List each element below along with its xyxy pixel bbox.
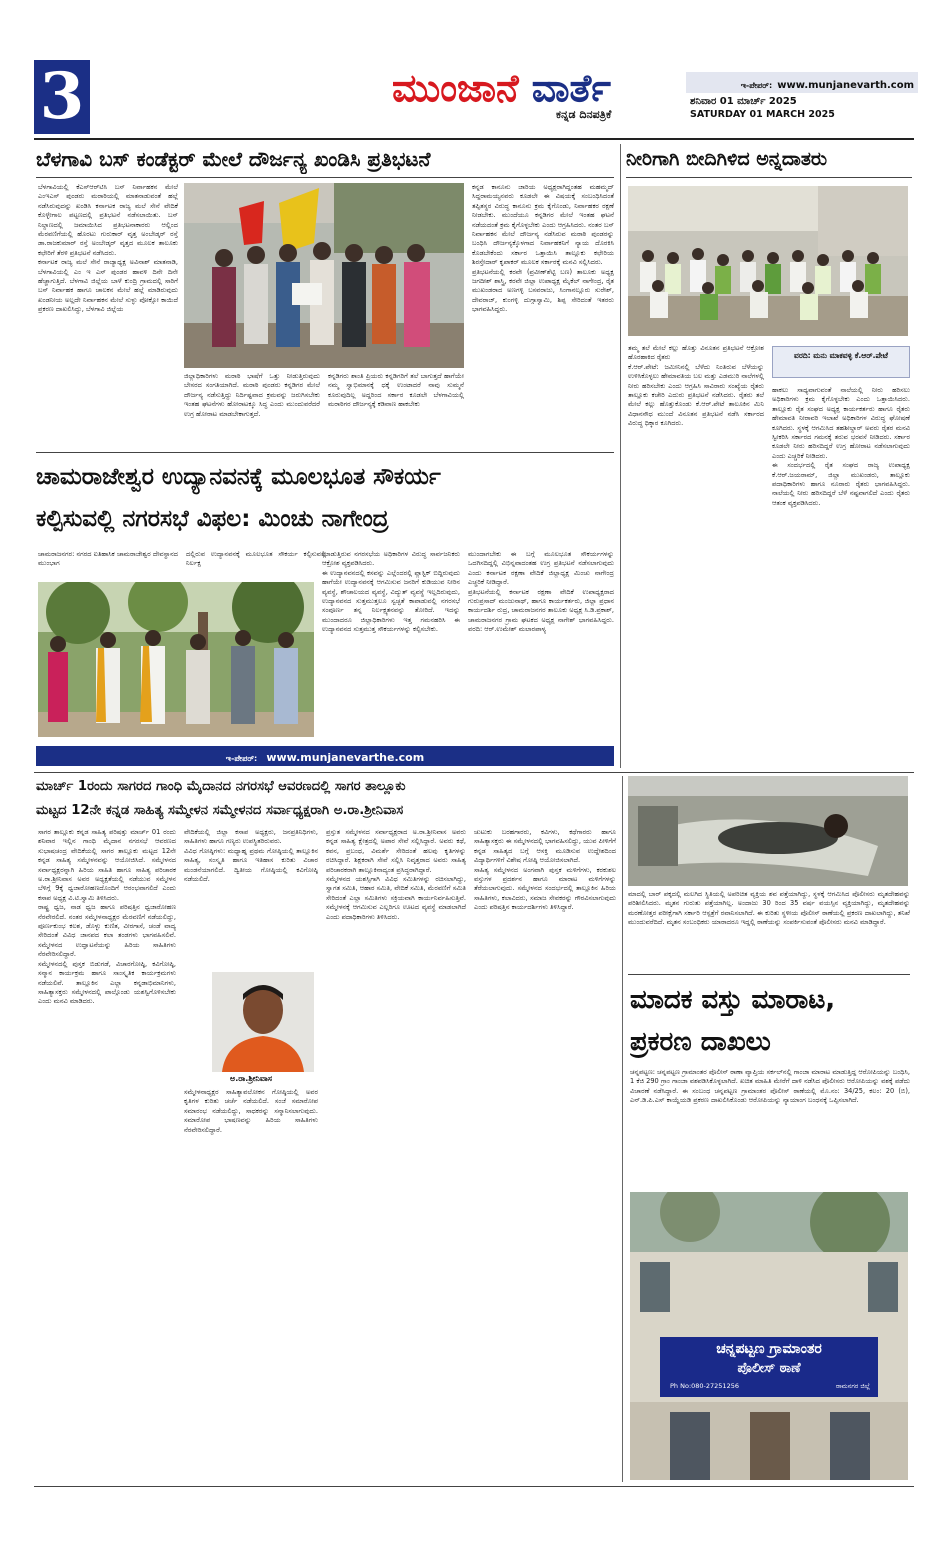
police-station-photo-image [630, 1192, 908, 1480]
story1-col3: ಕನ್ನಡಿಗರು ಶಾಂತಿ ಪ್ರಿಯರು ಕನ್ನಡಿಗರಿಗೆ ತಲೆ ಬಾಗುತ್ತದೆ ಹಾಗೆಯೇ ನಮ್ಮ ಸ್ವಾಭಿಮಾನಕ್ಕೆ ಧಕ್ಕೆ ಉಂಟಾದರೆ ನಾವು ಸುಮ್ಮನೆ ಕೂರುವುದಿಲ್ಲ ಅದ್ದರಿಂದ ಸರ್ಕಾರ ಕೂಡಲೇ ಬೆಳಗಾವಿಯಲ್ಲಿ ಮರಾಠಿಗರ ದೌರ್ಜನ್ಯಕ್ಕೆ ಕಡಿವಾಣ ಹಾಕಬೇಕು [328, 372, 464, 409]
story6-body: ಚನ್ನಪಟ್ಟಣ: ಚನ್ನಪಟ್ಟಣ ಗ್ರಾಮಾಂತರ ಪೊಲೀಸ್ ಠಾಣಾ ವ್ಯಾಪ್ತಿಯ ಸರ್ಕಲ್‌ನಲ್ಲಿ ಗಾಂಜಾ ಮಾರಾಟ ಮಾಡುತ್ತಿದ್ದ ಆರೋಪಿಯನ್ನು ಬಂಧಿಸಿ, 1 ಕೆಜಿ 290 ಗ್ರಾಂ ಗಾಂಜಾ ವಶಪಡಿಸಿಕೊಳ್ಳಲಾಗಿದೆ. ಖಚಿತ ಮಾಹಿತಿ ಮೇರೆಗೆ ದಾಳಿ ನಡೆಸಿದ ಪೊಲೀಸರು ಆರೋಪಿಯನ್ನು ವಶಕ್ಕೆ ಪಡೆದು ವಿಚಾರಣೆ ನಡೆಸಿದ್ದಾರೆ. ಈ ಸಂಬಂಧ ಚನ್ನಪಟ್ಟಣ ಗ್ರಾಮಾಂತರ ಪೊಲೀಸ್ ಠಾಣೆಯಲ್ಲಿ ಮೊ.ನಂ: 34/25, ಕಲಂ: 20 (ಬಿ), ಎನ್.ಡಿ.ಪಿ.ಎಸ್ ಕಾಯ್ದೆಯಡಿ ಪ್ರಕರಣ ದಾಖಲಿಸಿಕೊಂಡು ಆರೋಪಿಯನ್ನು ನ್ಯಾಯಾಂಗ ಬಂಧನಕ್ಕೆ ಒಪ್ಪಿಸಲಾಗಿದೆ. [630, 1068, 910, 1105]
farmers-photo [628, 186, 908, 336]
byline-text: ವರದಿ: ಮನು ಮಾಕವಳ್ಳಿ ಕೆ.ಆರ್.ಪೇಟೆ [794, 351, 888, 360]
accident-photo-image [628, 776, 908, 886]
story5-body: ಮಾದಲ್ಲಿ ಬಾರ್ ಪಕ್ಕದಲ್ಲಿ ಮಲಗಿದ ಸ್ಥಿತಿಯಲ್ಲಿ ಅಪರಿಚಿತ ವ್ಯಕ್ತಿಯ ಶವ ಪತ್ತೆಯಾಗಿದ್ದು, ಸ್ಥಳಕ್ಕೆ ಆಗಮಿಸಿದ ಪೊಲೀಸರು ಮೃತದೇಹವನ್ನು ಪರಿಶೀಲಿಸಿದರು. ಮೃತನ ಗುರುತು ಪತ್ತೆಯಾಗಿಲ್ಲ. ಅಂದಾಜು 30 ರಿಂದ 35 ವರ್ಷ ವಯಸ್ಸಿನ ವ್ಯಕ್ತಿಯಾಗಿದ್ದು, ಮೃತದೇಹವನ್ನು ಮರಣೋತ್ತರ ಪರೀಕ್ಷೆಗಾಗಿ ಸರ್ಕಾರಿ ಆಸ್ಪತ್ರೆಗೆ ರವಾನಿಸಲಾಗಿದೆ. ಈ ಕುರಿತು ಸ್ಥಳೀಯ ಪೊಲೀಸ್ ಠಾಣೆಯಲ್ಲಿ ಪ್ರಕರಣ ದಾಖಲಾಗಿದ್ದು, ತನಿಖೆ ಮುಂದುವರೆದಿದೆ. ಮೃತನ ಸಂಬಂಧಿಕರು ಯಾರಾದರೂ ಇದ್ದಲ್ಲಿ ಠಾಣೆಯನ್ನು ಸಂಪರ್ಕಿಸುವಂತೆ ಪೊಲೀಸರು ಮನವಿ ಮಾಡಿದ್ದಾರೆ. [628, 890, 910, 927]
story3-col4: ಮುಂದಾಗಬೇಕು ಈ ಬಗ್ಗೆ ಮೂಲಭೂತ ಸೌಕರ್ಯಗಳನ್ನು ಒದಗಿಸದಿದ್ದಲ್ಲಿ ವಿಭಿನ್ನವಾದಂತಹ ಉಗ್ರ ಪ್ರತಿಭಟನೆ ನಡೆಸಲಾಗುವುದು ಎಂದು ಕರ್ನಾಟಕ ರಕ್ಷಣಾ ವೇದಿಕೆ ಜಿಲ್ಲಾಧ್ಯಕ್ಷ ಮಿಂಚು ನಾಗೇಂದ್ರ ಎಚ್ಚರಿಕೆ ನೀಡಿದ್ದಾರೆ. ಪ್ರತಿಭಟನೆಯಲ್ಲಿ ಕರ್ನಾಟಕ ರಕ್ಷಣಾ ವೇದಿಕೆ ಉಪಾಧ್ಯಕ್ಷರಾದ ಗುರುಪ್ರಸಾದ್ ಮಂಜುನಾಥ್, ಹಾಗೂ ಕಾರ್ಯಕರ್ತರು, ಜಿಲ್ಲಾ ಪ್ರಧಾನ ಕಾರ್ಯದರ್ಶಿ ರುದ್ರ, ಚಾಮರಾಜನಗರ ತಾಲೂಕು ಅಧ್ಯಕ್ಷ ಸಿ.ಡಿ.ಪ್ರಕಾಶ್, ಚಾಮರಾಜನಗರ ಗ್ರಾಮ ಘಟಕದ ಅಧ್ಯಕ್ಷ ನಾಗೇಶ್ ಭಾಗವಹಿಸಿದ್ದರು. ವರದಿ: ಆರ್.ಉಮೇಶ್ ಮಲಾರಪಾಳ್ಯ [468, 550, 614, 634]
vertical-divider-bottom [622, 776, 623, 1482]
protest-photo-1 [184, 183, 464, 368]
police-sign-place: ರಾಮನಗರ ಜಿಲ್ಲೆ [835, 1382, 870, 1390]
story3-headline-line1: ಚಾಮರಾಜೇಶ್ವರ ಉದ್ಯಾನವನಕ್ಕೆ ಮೂಲಭೂತ ಸೌಕರ್ಯ [36, 464, 441, 490]
police-station-photo [630, 1192, 908, 1480]
title-part2: ವಾರ್ತೆ [531, 66, 611, 110]
story4-headline-line1: ಮಾರ್ಚ್ 1ರಂದು ಸಾಗರದ ಗಾಂಧಿ ಮೈದಾನದ ನಗರಸಭೆ ಆವರಣದಲ್ಲಿ ಸಾಗರ ತಾಲ್ಲೂಕು [36, 779, 406, 794]
story3-col2: ದಲ್ಲಿರುವ ಉದ್ಯಾನವನಕ್ಕೆ ಮೂಲಭೂತ ಸೌಕರ್ಯ ಕಲ್ಪಿಸುವಲ್ಲಿ ನಿರ್ಲಕ್ಷ [186, 550, 326, 568]
story1-col1: ಬೆಳಗಾವಿಯಲ್ಲಿ ಕೆಎಸ್‌ಆರ್‌ಟಿಸಿ ಬಸ್ ನಿರ್ವಾಹಕನ ಮೇಲೆ ಎಂಇಎಸ್ ಪುಂಡರು ಮರಾಠಿಯಲ್ಲಿ ಮಾತನಾಡುವಂತೆ ಹಲ್ಲೆ ನಡೆಸಿರುವುದನ್ನು ಖಂಡಿಸಿ ಕರ್ನಾಟಕ ರಾಜ್ಯ ಮಲೆ ಸೇನೆ ವೇದಿಕೆ ಕೊಳ್ಳೇಗಾಲ ಪಟ್ಟಣದಲ್ಲಿ ಪ್ರತಿಭಟನೆ ನಡೆಸಲಾಯಿತು. ಬಸ್ ನಿಲ್ದಾಣದಲ್ಲಿ ಜಮಾಯಿಸಿದ ಪ್ರತಿಭಟನಾಕಾರರು ಆಲ್ಲಿಂದ ಮೆರವಣಿಗೆಯಲ್ಲಿ ಹೊರಟು ಗುರುಕಾರ್ ವೃತ್ತ ಅಂಬೇಡ್ಕರ್ ರಸ್ತೆ ಡಾ.ರಾಜಕುಮಾರ್ ರಸ್ತೆ ಅಂಬೇಡ್ಕರ್ ವೃತ್ತದ ಮೂಲಕ ತಾಲೂಕು ಕಛೇರಿಗೆ ತೆರಳಿ ಪ್ರತಿಭಟನೆ ನಡೆಸಿದರು. ಕರ್ನಾಟಕ ರಾಜ್ಯ ಮಲೆ ಸೇನೆ ರಾಜ್ಯಾಧ್ಯಕ್ಷ ಅವಿನಾಶ್ ಮಾತನಾಡಿ, ಬೆಳಗಾವಿಯಲ್ಲಿ ಎಂ ಇ ಎಸ್ ಪುಂಡರ ಹಾವಳಿ ದಿನೇ ದಿನೇ ಹೆಚ್ಚಾಗುತ್ತಿದೆ. ಬೆಳಗಾವಿ ಜಿಲ್ಲೆಯ ಬಾಳೆ ಕುಂದ್ರಿ ಗ್ರಾಮದಲ್ಲಿ ಸಾರಿಗೆ ಬಸ್ ನಿರ್ವಾಹಕ ಹಾಗೂ ಚಾಲಕನ ಮೇಲೆ ಹಲ್ಲೆ ಮಾಡಿರುವುದು ಖಂಡನೀಯ ಅಲ್ಲದೇ ನಿರ್ವಾಹಕನ ಮೇಲೆ ಸುಳ್ಳು ಪೋಕ್ಸೋ ಕಾಯಿದೆ ಪ್ರಕರಣ ದಾಖಲಿಸಿದ್ದು, ಬೆಳಗಾವಿ ಜಿಲ್ಲೆಯ [38, 183, 178, 314]
accident-photo [628, 776, 908, 886]
title-part1: ಮುಂಜಾನೆ [392, 66, 519, 110]
story4-col2b: ಸಮ್ಮೇಳನಾಧ್ಯಕ್ಷರ ಸಾಹಿತ್ಯಾವಲೋಕನ ಗೋಷ್ಠಿಯಲ್ಲಿ ಅವರ ಕೃತಿಗಳ ಕುರಿತು ಚರ್ಚೆ ನಡೆಯಲಿದೆ. ಸಂಜೆ ಸಮಾರೋಪ ಸಮಾರಂಭ ನಡೆಯಲಿದ್ದು, ಸಾಧಕರನ್ನು ಸನ್ಮಾನಿಸಲಾಗುವುದು. ಸಮಾರೋಪ ಭಾಷಣವನ್ನು ಹಿರಿಯ ಸಾಹಿತಿಗಳು ನೆರವೇರಿಸಲಿದ್ದಾರೆ. [184, 1088, 318, 1134]
protest-photo-1-image [184, 183, 464, 368]
vertical-divider-top [620, 144, 621, 768]
page-number: 3 [39, 59, 85, 134]
story5-bottom-rule [628, 974, 910, 975]
date-english: SATURDAY 01 MARCH 2025 [690, 109, 835, 120]
epaper-strip [36, 746, 614, 766]
masthead-right [686, 72, 918, 130]
story3-col3: ಮಾಡುತ್ತಿರುವ ನಗರಸಭೆಯ ಅಧಿಕಾರಿಗಳ ವಿರುದ್ಧ ಸಾರ್ವಜನಿಕರು ಆಕ್ರೋಶ ವ್ಯಕ್ತಪಡಿಸಿದರು. ಈ ಉದ್ಯಾನವನದಲ್ಲಿ ಕಸವನ್ನು ಎಲ್ಲೆಂದರಲ್ಲಿ ಪ್ಲಾಸ್ಟಿಕ್ ಬಿದ್ದಿರುವುದು ಹಾಗೆಯೇ ಉದ್ಯಾನವನಕ್ಕೆ ಆಗಮಿಸುವ ಜನರಿಗೆ ಕುಡಿಯುವ ನೀರಿನ ವ್ಯವಸ್ಥೆ, ಶೌಚಾಲಯದ ವ್ಯವಸ್ಥೆ, ವಿದ್ಯುತ್ ವ್ಯವಸ್ಥೆ ಇಲ್ಲದಿರುವುದು, ಉದ್ಯಾನವನದ ಸುತ್ತಮುತ್ತಲೂ ಸ್ವಚ್ಛತೆ ಕಾಪಾಡುವಲ್ಲಿ ನಗರಸಭೆ ಸಂಪೂರ್ಣ ತನ್ನ ನಿರ್ಲಕ್ಷ್ಯತನವನ್ನು ತೋರಿದೆ. ಇದನ್ನು ಮುಂದಾದರೂ ಜಿಲ್ಲಾಧಿಕಾರಿಗಳು ಇತ್ತ ಗಮನಹರಿಸಿ ಈ ಉದ್ಯಾನವನದ ಸುತ್ತಮುತ್ತ ಸೌಕರ್ಯಗಳನ್ನು ಕಲ್ಪಿಸಬೇಕು. [322, 550, 460, 634]
story1-col4: ಕನ್ನಡ ಕಾನೂನು ಜಾರಿಯ ಅಧ್ಯಕ್ಷರಾಗಿದ್ದಂತಹ ಮಹಮ್ಮದ್ ಸಿದ್ದರಾಮಯ್ಯನವರು ಕೂಡಲೇ ಈ ವಿಷಯಕ್ಕೆ ಸಂಬಂಧಿಸಿದಂತೆ ತಪ್ಪಿತಸ್ಥರ ವಿರುದ್ಧ ಕಾನೂನು ಕ್ರಮ ಕೈಗೊಂಡು, ನಿರ್ವಾಹಕರ ರಕ್ಷಣೆ ನೀಡಬೇಕು. ಮುಂದೆಯೂ ಕನ್ನಡಿಗರ ಮೇಲೆ ಇಂತಹ ಘಟನೆ ನಡೆಯದಂತೆ ಕ್ರಮ ಕೈಗೊಳ್ಳಬೇಕು ಎಂದು ಆಗ್ರಹಿಸಿದರು. ನಂತರ ಬಸ್ ನಿರ್ವಾಹಕನ ಮೇಲೆ ದೌರ್ಜನ್ಯ ನಡೆಸಿರುವ ಮರಾಠಿ ಪುಂಡರನ್ನು ಬಂಧಿಸಿ ದೌರ್ಜನ್ಯಕ್ಕೊಳಗಾದ ನಿರ್ವಾಹಕನಿಗೆ ನ್ಯಾಯ ದೊರಕಿಸಿ ಕೊಡಬೇಕೆಂದು ಸರ್ಕಾರ ಒತ್ತಾಯಿಸಿ ತಾಲ್ಲೂಕು ಕಛೇರಿಯ ಶಿರಸ್ತೇದಾರ್ ಕೃಪಾಕರ್ ಮೂಲಕ ಸರ್ಕಾರಕ್ಕೆ ಮನವಿ ಸಲ್ಲಿಸಿದರು. ಪ್ರತಿಭಟನೆಯಲ್ಲಿ ಕರವೇ (ಪ್ರವೀಣ್‌ಶೆಟ್ಟಿ ಬಣ) ತಾಲೂಕು ಅಧ್ಯಕ್ಷ ಜಗದೀಶ್ ಶಾಸ್ತ್ರಿ, ಕರವೇ ಜಿಲ್ಲಾ ಉಪಾಧ್ಯಕ್ಷ ಮೈಕೆಲ್ ನಾಗೇಂದ್ರ, ರೈತ ಮುಖಂಡರಾದ ಅಣಗಳ್ಳಿ ಬಸವರಾಜು, ಸಿಂಗಾನಲ್ಲೂರು ಸುರೇಶ್, ದೇವರಾಜ್, ಕುಂಗಳ್ಳಿ ದುಗ್ಗಾಸ್ವಾಮಿ, ಶಿಪ್ಪ ಸೇರಿದಂತೆ ಇತರರು ಭಾಗವಹಿಸಿದ್ದರು. [472, 183, 614, 314]
page-number-box [34, 60, 90, 134]
story4-col4: ಚುಟುಕು ಬರಹಗಾರರು, ಕವಿಗಳು, ಕಥೆಗಾರರು ಹಾಗೂ ಸಾಹಿತ್ಯಾಸಕ್ತರು ಈ ಸಮ್ಮೇಳನದಲ್ಲಿ ಭಾಗವಹಿಸಲಿದ್ದು, ಯುವ ಪೀಳಿಗೆಗೆ ಕನ್ನಡ ಸಾಹಿತ್ಯದ ಬಗ್ಗೆ ಆಸಕ್ತಿ ಮೂಡಿಸುವ ಉದ್ದೇಶದಿಂದ ವಿದ್ಯಾರ್ಥಿಗಳಿಗೆ ವಿಶೇಷ ಗೋಷ್ಠಿ ಆಯೋಜಿಸಲಾಗಿದೆ. ಸಾಹಿತ್ಯ ಸಮ್ಮೇಳನದ ಅಂಗವಾಗಿ ಪುಸ್ತಕ ಮಳಿಗೆಗಳು, ಕರಕುಶಲ ವಸ್ತುಗಳ ಪ್ರದರ್ಶನ ಹಾಗೂ ಮಾರಾಟ ಮಳಿಗೆಗಳನ್ನು ತೆರೆಯಲಾಗುವುದು. ಸಮ್ಮೇಳನದ ಸಂದರ್ಭದಲ್ಲಿ ತಾಲ್ಲೂಕಿನ ಹಿರಿಯ ಸಾಹಿತಿಗಳು, ಕಲಾವಿದರು, ಸಮಾಜ ಸೇವಕರನ್ನು ಗೌರವಿಸಲಾಗುವುದು ಎಂದು ಪರಿಷತ್ತಿನ ಕಾರ್ಯದರ್ಶಿಗಳು ತಿಳಿಸಿದ್ದಾರೆ. [474, 828, 616, 912]
story4-headline-line2: ಮಟ್ಟದ 12ನೇ ಕನ್ನಡ ಸಾಹಿತ್ಯ ಸಮ್ಮೇಳನ ಸಮ್ಮೇಳನದ ಸರ್ವಾಧ್ಯಕ್ಷರಾಗಿ ಅ.ರಾ.ಶ್ರೀನಿವಾಸ [36, 803, 404, 818]
story4-col2: ವೇದಿಕೆಯಲ್ಲಿ ಜಿಲ್ಲಾ ಕಸಾಪ ಅಧ್ಯಕ್ಷರು, ಜನಪ್ರತಿನಿಧಿಗಳು, ಸಾಹಿತಿಗಳು ಹಾಗೂ ಗಣ್ಯರು ಉಪಸ್ಥಿತರಿರುವರು. ವಿವಿಧ ಗೋಷ್ಠಿಗಳು: ಮಧ್ಯಾಹ್ನ ಪ್ರಥಮ ಗೋಷ್ಠಿಯಲ್ಲಿ ತಾಲ್ಲೂಕಿನ ಸಾಹಿತ್ಯ, ಸಂಸ್ಕೃತಿ ಹಾಗೂ ಇತಿಹಾಸ ಕುರಿತು ವಿಚಾರ ಮಂಡನೆಯಾಗಲಿದೆ. ದ್ವಿತೀಯ ಗೋಷ್ಠಿಯಲ್ಲಿ ಕವಿಗೋಷ್ಠಿ ನಡೆಯಲಿದೆ. [184, 828, 318, 884]
story1-divider [36, 177, 614, 178]
masthead-rule [34, 138, 914, 140]
park-photo-image [38, 582, 314, 737]
story2-lead: ತಮ್ಮ ತಲೆ ಮೇಲೆ ಕಲ್ಲು ಹೊತ್ತು ವಿನೂತನ ಪ್ರತಿಭಟನೆ ಆಕ್ರೋಶ ಹೊರಹಾಕಿದ ರೈತರು ಕೆ.ಆರ್.ಪೇಟೆ: ಜಮೀನಿನಲ್ಲಿ ಬೆಳೆದು ನಿಂತಿರುವ ಬೆಳೆಯನ್ನು ಉಳಿಸಿಕೊಳ್ಳಲು ಹೇಮಾವತಿಯ ಬಲ ಮತ್ತು ಎಡಮುರಿ ನಾಲೆಗಳಲ್ಲಿ ನೀರು ಹರಿಸಬೇಕು ಎಂದು ಆಗ್ರಹಿಸಿ ಸಾವಿರಾರು ಸಂಖ್ಯೆಯ ರೈತರು ತಾಲ್ಲೂಕು ಕಚೇರಿ ಎದುರು ಪ್ರತಿಭಟನೆ ನಡೆಸಿದರು. ರೈತರು ತಲೆ ಮೇಲೆ ಕಲ್ಲು ಹೊತ್ತುಕೊಂಡು ಕೆ.ಆರ್.ಪೇಟೆ ತಾಲೂಕಿನ ಮಿನಿ ವಿಧಾನಸೌಧ ಮುಂದೆ ವಿನೂತನ ಪ್ರತಿಭಟನೆ ನಡೆಸಿ ಸರ್ಕಾರದ ವಿರುದ್ಧ ಧಿಕ್ಕಾರ ಕೂಗಿದರು. [628, 344, 764, 428]
author-caption: ಅ.ರಾ.ಶ್ರೀನಿವಾಸ [229, 1074, 273, 1083]
story1-bottom-rule [36, 452, 614, 453]
masthead-title [392, 64, 692, 112]
story6-headline-line1: ಮಾದಕ ವಸ್ತು ಮಾರಾಟ, [630, 985, 836, 1015]
story3-col1: ಚಾಮರಾಜನಗರ: ನಗರದ ಐತಿಹಾಸಿಕ ಚಾಮರಾಜೇಶ್ವರ ದೇವಸ್ಥಾನದ ಮುಂಭಾಗ [38, 550, 178, 568]
police-sign-line1: ಚನ್ನಪಟ್ಟಣ ಗ್ರಾಮಾಂತರ [716, 1341, 822, 1357]
police-sign-phone: Ph No:080-27251256 [670, 1382, 739, 1390]
website-link[interactable]: www.munjanevarth.com [777, 80, 914, 91]
date-kannada: ಶನಿವಾರ 01 ಮಾರ್ಚ್ 2025 [690, 96, 797, 107]
author-photo-image [212, 972, 314, 1072]
story2-headline: ನೀರಿಗಾಗಿ ಬೀದಿಗಿಳಿದ ಅನ್ನದಾತರು [626, 148, 828, 170]
masthead [34, 60, 914, 140]
section-rule [34, 772, 914, 773]
epaper-line [686, 72, 918, 93]
story3-headline-line2: ಕಲ್ಪಿಸುವಲ್ಲಿ ನಗರಸಭೆ ವಿಫಲ: ಮಿಂಚು ನಾಗೇಂದ್ರ [36, 506, 389, 532]
story2-divider [626, 177, 912, 178]
epaper-strip-website[interactable]: www.munjanevarthe.com [266, 751, 425, 764]
story1-col2: ಜಿಲ್ಲಾಧಿಕಾರಿಗಳು ಮರಾಠಿ ಭಾಷೆಗೆ ಒತ್ತು ನೀಡುತ್ತಿರುವುದು ಬೇಸರದ ಸಂಗತಿಯಾಗಿದೆ. ಮರಾಠಿ ಪುಂಡರು ಕನ್ನಡಿಗರ ಮೇಲೆ ದೌರ್ಜನ್ಯ ನಡೆಸುತ್ತಿದ್ದು ನಿರ್ದಿಷ್ಟವಾದ ಕ್ರಮವನ್ನು ಜರುಗಿಸಬೇಕು ಇಂತಹ ಘಟನೆಗಳು ಹೋರಾಟಕ್ಕೂ ಸಿದ್ಧ ಎಂದು ಮುಂದುವರೆದರೆ ಉಗ್ರ ಹೋರಾಟ ಮಾಡಬೇಕಾಗುತ್ತದೆ. [184, 372, 320, 418]
epaper-strip-label: ಇ-ಪೇಪರ್: [225, 754, 258, 763]
park-photo [38, 582, 314, 737]
author-photo [212, 972, 314, 1072]
farmers-photo-image [628, 186, 908, 336]
police-sign-line2: ಪೊಲೀಸ್ ಠಾಣೆ [737, 1361, 801, 1376]
story4-col1: ಸಾಗರ ತಾಲ್ಲೂಕು ಕನ್ನಡ ಸಾಹಿತ್ಯ ಪರಿಷತ್ತು ಮಾರ್ಚ್ 01 ರಂದು ಶನಿವಾರ ಇಲ್ಲಿನ ಗಾಂಧಿ ಮೈದಾನ ನಗರಸಭೆ ಆವರಣದ ಸುಭಾಷಚಂದ್ರ ವೇದಿಕೆಯಲ್ಲಿ ಸಾಗರ ತಾಲ್ಲೂಕು ಮಟ್ಟದ 12ನೇ ಕನ್ನಡ ಸಾಹಿತ್ಯ ಸಮ್ಮೇಳನವನ್ನು ಆಯೋಜಿಸಿದೆ. ಸಮ್ಮೇಳನದ ಸರ್ವಾಧ್ಯಕ್ಷರನ್ನಾಗಿ ಹಿರಿಯ ಸಾಹಿತಿ ಹಾಗೂ ಸಾಹಿತ್ಯ ಪರಿಚಾರಕ ಅ.ರಾ.ಶ್ರೀನಿವಾಸ ಅವರ ಅಧ್ಯಕ್ಷತೆಯಲ್ಲಿ ನಡೆಯುವ ಸಮ್ಮೇಳನ ಬೆಳಿಗ್ಗೆ 9ಕ್ಕೆ ಧ್ವಜಾರೋಹಣದೊಂದಿಗೆ ಆರಂಭವಾಗಲಿದೆ ಎಂದು ಕಸಾಪ ಅಧ್ಯಕ್ಷ ವಿ.ಟಿ.ಸ್ವಾಮಿ ತಿಳಿಸಿದರು. ರಾಷ್ಟ್ರ ಧ್ವಜ, ನಾಡ ಧ್ವಜ ಹಾಗೂ ಪರಿಷತ್ತಿನ ಧ್ವಜಾರೋಹಣ ನೆರವೇರಲಿದೆ. ನಂತರ ಸಮ್ಮೇಳನಾಧ್ಯಕ್ಷರ ಮೆರವಣಿಗೆ ನಡೆಯಲಿದ್ದು, ಪೂರ್ಣಕುಂಭ ಕಲಶ, ಡೊಳ್ಳು ಕುಣಿತ, ವೀರಗಾಸೆ, ಚಂಡೆ ವಾದ್ಯ ಸೇರಿದಂತೆ ವಿವಿಧ ಜಾನಪದ ಕಲಾ ತಂಡಗಳು ಭಾಗವಹಿಸಲಿವೆ. ಸಮ್ಮೇಳನದ ಉದ್ಘಾಟನೆಯನ್ನು ಹಿರಿಯ ಸಾಹಿತಿಗಳು ನೆರವೇರಿಸಲಿದ್ದಾರೆ. ಸಮ್ಮೇಳನದಲ್ಲಿ ಪುಸ್ತಕ ಬಿಡುಗಡೆ, ವಿಚಾರಗೋಷ್ಠಿ, ಕವಿಗೋಷ್ಠಿ, ಸನ್ಮಾನ ಕಾರ್ಯಕ್ರಮ ಹಾಗೂ ಸಾಂಸ್ಕೃತಿಕ ಕಾರ್ಯಕ್ರಮಗಳು ನಡೆಯಲಿವೆ. ತಾಲ್ಲೂಕಿನ ಎಲ್ಲಾ ಕನ್ನಡಾಭಿಮಾನಿಗಳು, ಸಾಹಿತ್ಯಾಸಕ್ತರು ಸಮ್ಮೇಳನದಲ್ಲಿ ಪಾಲ್ಗೊಂಡು ಯಶಸ್ವಿಗೊಳಿಸಬೇಕು ಎಂದು ಮನವಿ ಮಾಡಿದರು. [38, 828, 176, 1006]
story6-headline-line2: ಪ್ರಕರಣ ದಾಖಲು [630, 1027, 771, 1057]
story2-body: ಹಾಕಲು ಸಾಧ್ಯವಾಗುವಂತೆ ನಾಲೆಯಲ್ಲಿ ನೀರು ಹರಿಸಲು ಅಧಿಕಾರಿಗಳು ಕ್ರಮ ಕೈಗೊಳ್ಳಬೇಕು ಎಂದು ಒತ್ತಾಯಿಸಿದರು. ತಾಲ್ಲೂಕು ರೈತ ಸಂಘದ ಅಧ್ಯಕ್ಷ ಕಾರ್ಯಕರ್ತರು ಹಾಗೂ ರೈತರು ಹೇಮಾವತಿ ನೀರಾವರಿ ಇಲಾಖೆ ಅಧಿಕಾರಿಗಳ ವಿರುದ್ಧ ಘೋಷಣೆ ಕೂಗಿದರು. ಸ್ಥಳಕ್ಕೆ ಆಗಮಿಸಿದ ತಹಶೀಲ್ದಾರ್ ಅವರು ರೈತರ ಮನವಿ ಸ್ವೀಕರಿಸಿ ಸರ್ಕಾರದ ಗಮನಕ್ಕೆ ತರುವ ಭರವಸೆ ನೀಡಿದರು. ಸರ್ಕಾರ ಕೂಡಲೇ ನೀರು ಹರಿಸದಿದ್ದರೆ ಉಗ್ರ ಹೋರಾಟ ನಡೆಸಲಾಗುವುದು ಎಂದು ಎಚ್ಚರಿಕೆ ನೀಡಿದರು. ಈ ಸಂದರ್ಭದಲ್ಲಿ ರೈತ ಸಂಘದ ರಾಜ್ಯ ಉಪಾಧ್ಯಕ್ಷ ಕೆ.ಆರ್.ಜಯರಾಮ್, ಜಿಲ್ಲಾ ಮುಖಂಡರು, ತಾಲ್ಲೂಕು ಪದಾಧಿಕಾರಿಗಳು ಹಾಗೂ ನೂರಾರು ರೈತರು ಭಾಗವಹಿಸಿದ್ದರು. ನಾಲೆಯಲ್ಲಿ ನೀರು ಹರಿಸದಿದ್ದರೆ ಬೆಳೆ ನಷ್ಟವಾಗಲಿದೆ ಎಂದು ರೈತರು ಆತಂಕ ವ್ಯಕ್ತಪಡಿಸಿದರು. [772, 386, 910, 507]
story4-col3: ಪ್ರಸ್ತುತ ಸಮ್ಮೇಳನದ ಸರ್ವಾಧ್ಯಕ್ಷರಾದ ಅ.ರಾ.ಶ್ರೀನಿವಾಸ ಅವರು ಕನ್ನಡ ಸಾಹಿತ್ಯ ಕ್ಷೇತ್ರದಲ್ಲಿ ಅಪಾರ ಸೇವೆ ಸಲ್ಲಿಸಿದ್ದಾರೆ. ಅವರು ಕಥೆ, ಕವನ, ಪ್ರಬಂಧ, ವಿಮರ್ಶೆ ಸೇರಿದಂತೆ ಹಲವು ಕೃತಿಗಳನ್ನು ರಚಿಸಿದ್ದಾರೆ. ಶಿಕ್ಷಕರಾಗಿ ಸೇವೆ ಸಲ್ಲಿಸಿ ನಿವೃತ್ತರಾದ ಅವರು ಸಾಹಿತ್ಯ ಪರಿಚಾರಕರಾಗಿ ತಾಲ್ಲೂಕಿನಾದ್ಯಂತ ಪ್ರಸಿದ್ಧರಾಗಿದ್ದಾರೆ. ಸಮ್ಮೇಳನದ ಯಶಸ್ಸಿಗಾಗಿ ವಿವಿಧ ಸಮಿತಿಗಳನ್ನು ರಚಿಸಲಾಗಿದ್ದು, ಸ್ವಾಗತ ಸಮಿತಿ, ಆಹಾರ ಸಮಿತಿ, ವೇದಿಕೆ ಸಮಿತಿ, ಮೆರವಣಿಗೆ ಸಮಿತಿ ಸೇರಿದಂತೆ ಎಲ್ಲಾ ಸಮಿತಿಗಳು ಸಕ್ರಿಯವಾಗಿ ಕಾರ್ಯನಿರ್ವಹಿಸುತ್ತಿವೆ. ಸಮ್ಮೇಳನಕ್ಕೆ ಆಗಮಿಸುವ ಎಲ್ಲರಿಗೂ ಊಟದ ವ್ಯವಸ್ಥೆ ಮಾಡಲಾಗಿದೆ ಎಂದು ಪದಾಧಿಕಾರಿಗಳು ತಿಳಿಸಿದರು. [326, 828, 466, 921]
epaper-label: ಇ-ಪೇಪರ್: [740, 81, 773, 90]
masthead-tagline: ಕನ್ನಡ ದಿನಪತ್ರಿಕೆ [556, 108, 612, 121]
page-bottom-rule [34, 1486, 914, 1487]
story2-byline [772, 346, 910, 378]
story1-headline: ಬೆಳಗಾವಿ ಬಸ್ ಕಂಡೆಕ್ಟರ್ ಮೇಲೆ ದೌರ್ಜನ್ಯ ಖಂಡಿಸಿ ಪ್ರತಿಭಟನೆ [36, 147, 431, 171]
